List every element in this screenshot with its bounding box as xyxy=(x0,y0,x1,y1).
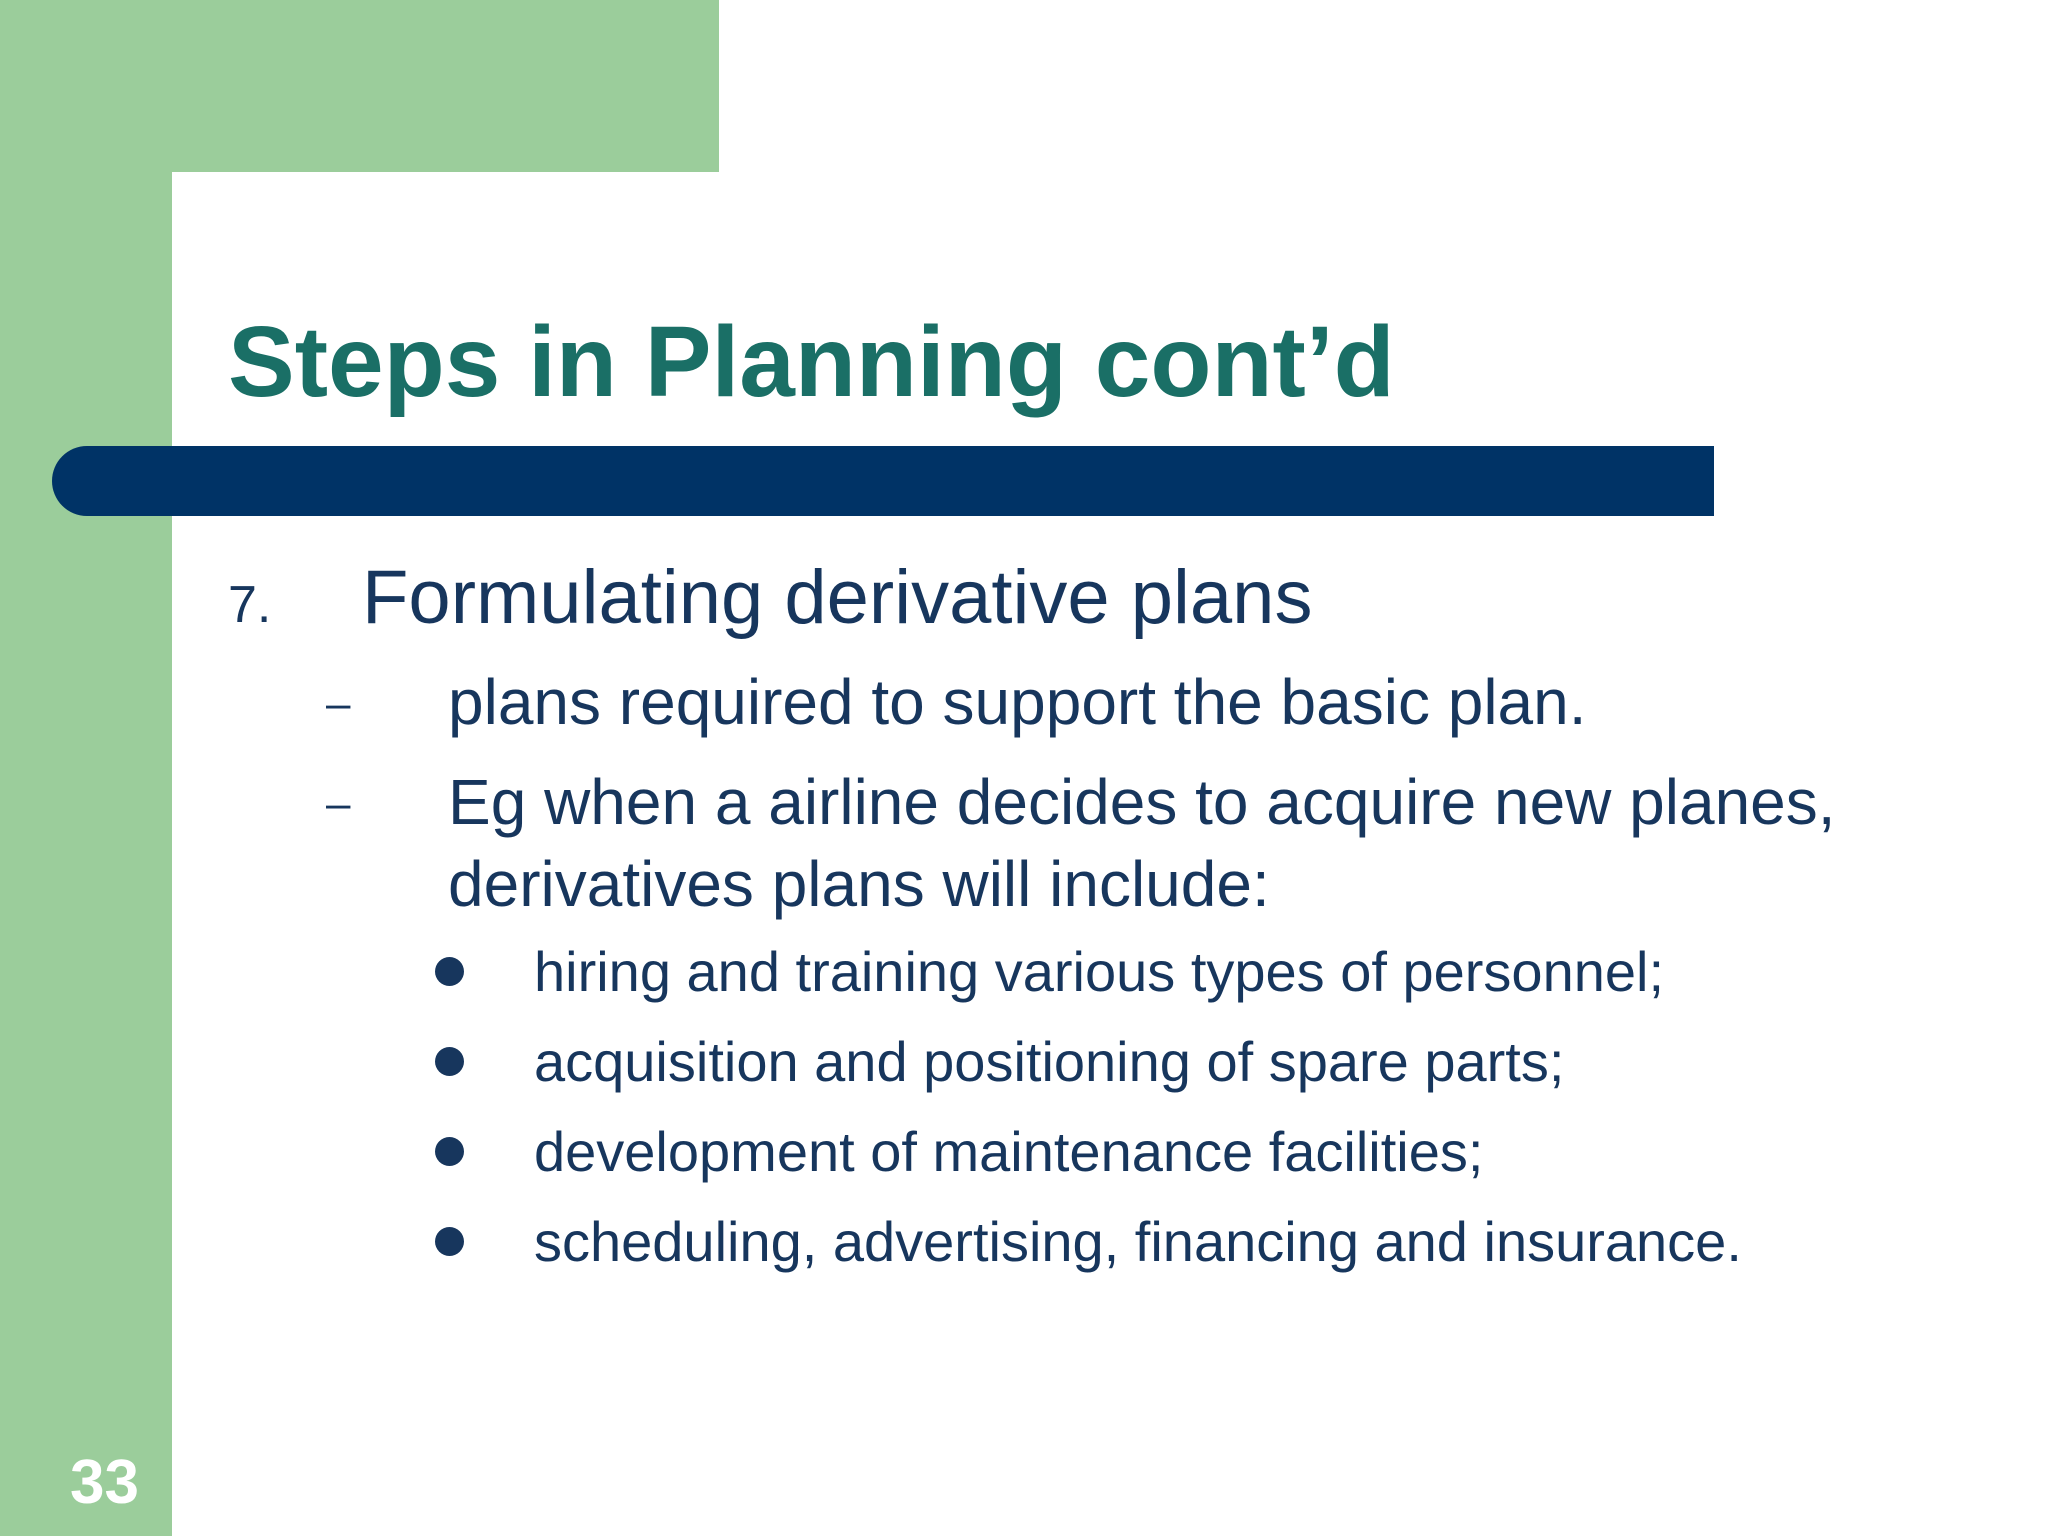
bullet-item-2: acquisition and positioning of spare parts; xyxy=(534,1030,1565,1093)
title-underline-bar xyxy=(52,446,1714,516)
subpoint-dash-2: – xyxy=(326,779,351,828)
bullet-dot-4 xyxy=(435,1227,464,1256)
slide-number: 33 xyxy=(70,1448,139,1517)
bullet-item-1: hiring and training various types of personnel; xyxy=(534,940,1665,1003)
bullet-dot-3 xyxy=(435,1137,464,1166)
bullet-item-3: development of maintenance facilities; xyxy=(534,1120,1484,1183)
item-heading: Formulating derivative plans xyxy=(362,555,1313,640)
subpoint-1-line-1: plans required to support the basic plan. xyxy=(448,666,1587,738)
subpoint-2-line-2: derivatives plans will include: xyxy=(448,848,1270,920)
subpoint-dash-1: – xyxy=(326,679,351,728)
bullet-dot-1 xyxy=(435,957,464,986)
item-number: 7. xyxy=(228,576,272,634)
slide-title: Steps in Planning cont’d xyxy=(228,306,1395,418)
subpoint-2-line-1: Eg when a airline decides to acquire new planes, xyxy=(448,766,1836,838)
bullet-item-4: scheduling, advertising, financing and insurance. xyxy=(534,1210,1742,1273)
bullet-dot-2 xyxy=(435,1047,464,1076)
green-left-band xyxy=(0,0,172,1536)
